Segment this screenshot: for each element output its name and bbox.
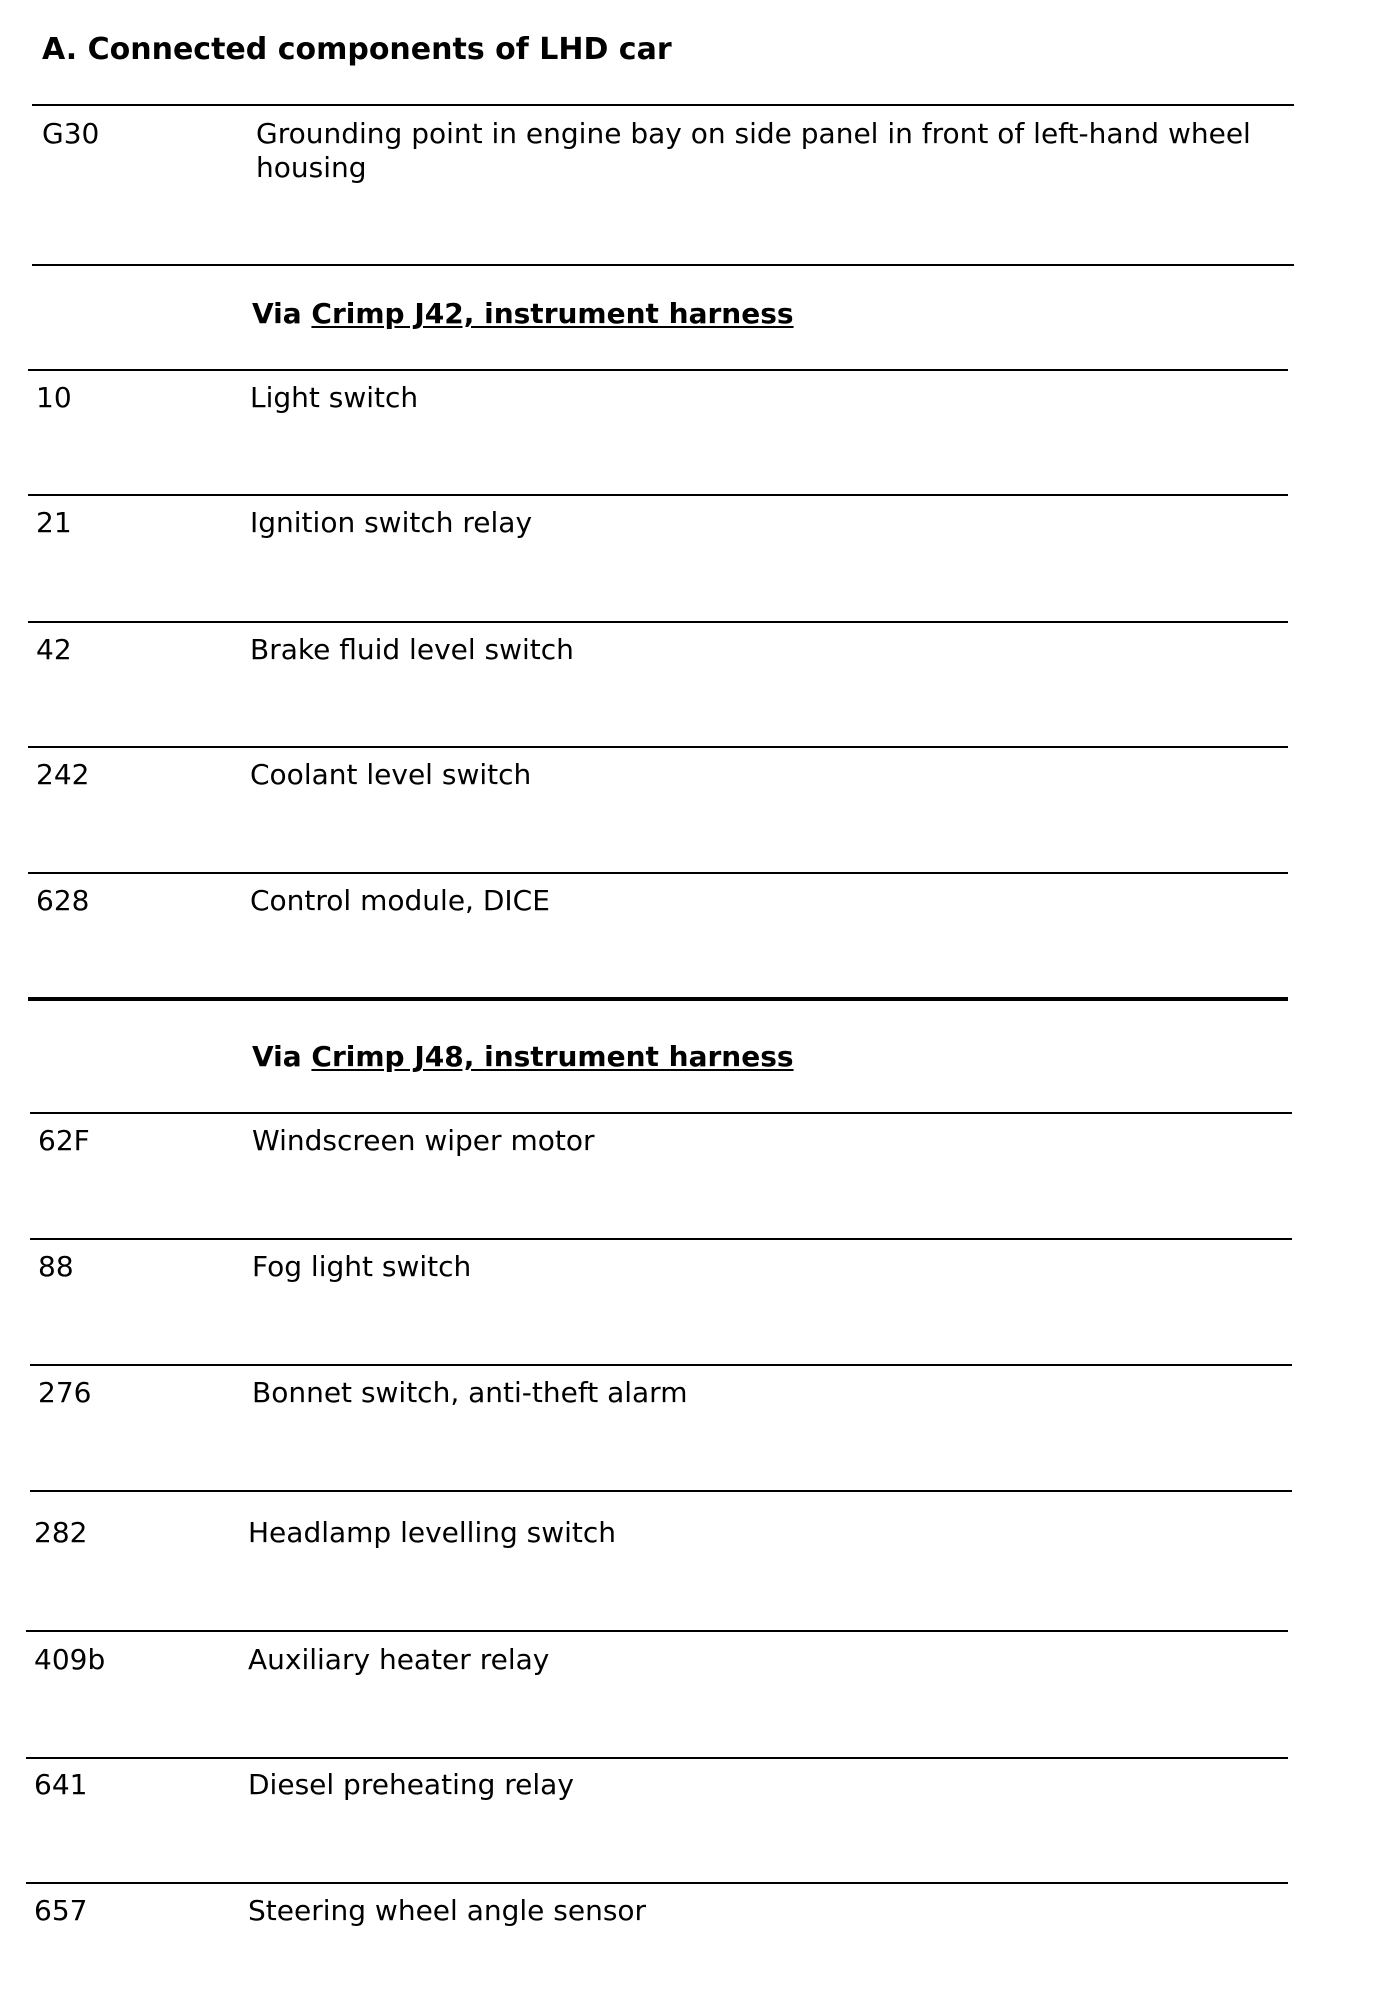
harness-link[interactable]: Crimp J42, instrument harness xyxy=(311,297,794,330)
component-description: Auxiliary heater relay xyxy=(248,1643,550,1676)
table-rule xyxy=(28,746,1288,748)
component-description: Windscreen wiper motor xyxy=(252,1124,595,1157)
component-code: 21 xyxy=(36,506,72,539)
component-code: 88 xyxy=(38,1250,74,1283)
table-rule xyxy=(28,872,1288,874)
table-rule xyxy=(26,1630,1288,1632)
component-description: Headlamp levelling switch xyxy=(248,1516,617,1549)
component-description: Light switch xyxy=(250,381,419,414)
component-description: Ignition switch relay xyxy=(250,506,533,539)
section-heading xyxy=(252,297,794,331)
component-description: Coolant level switch xyxy=(250,758,532,791)
component-description: Diesel preheating relay xyxy=(248,1768,574,1801)
section-prefix: Via xyxy=(252,297,302,330)
component-code: 628 xyxy=(36,884,90,917)
component-code: G30 xyxy=(42,117,100,150)
table-rule xyxy=(30,1238,1292,1240)
component-code: 42 xyxy=(36,633,72,666)
component-description: Grounding point in engine bay on side panel in front of left-hand wheel housing xyxy=(256,117,1251,184)
component-code: 276 xyxy=(38,1376,92,1409)
table-rule xyxy=(32,264,1294,266)
component-code: 409b xyxy=(34,1643,106,1676)
table-rule xyxy=(30,1364,1292,1366)
component-description: Bonnet switch, anti-theft alarm xyxy=(252,1376,688,1409)
component-description: Fog light switch xyxy=(252,1250,472,1283)
component-code: 242 xyxy=(36,758,90,791)
component-description: Control module, DICE xyxy=(250,884,550,917)
table-rule xyxy=(28,369,1288,371)
table-rule xyxy=(26,1882,1288,1884)
section-prefix: Via xyxy=(252,1040,302,1073)
component-code: 282 xyxy=(34,1516,88,1549)
table-rule xyxy=(30,1490,1292,1492)
component-code: 657 xyxy=(34,1894,88,1927)
table-rule xyxy=(28,494,1288,496)
component-code: 62F xyxy=(38,1124,90,1157)
section-heading xyxy=(252,1040,794,1074)
component-description: Steering wheel angle sensor xyxy=(248,1894,647,1927)
component-description: Brake fluid level switch xyxy=(250,633,574,666)
table-rule xyxy=(26,1757,1288,1759)
harness-link[interactable]: Crimp J48, instrument harness xyxy=(311,1040,794,1073)
component-code: 10 xyxy=(36,381,72,414)
component-code: 641 xyxy=(34,1768,88,1801)
page-title: A. Connected components of LHD car xyxy=(42,32,672,67)
table-rule xyxy=(30,1112,1292,1114)
section-divider xyxy=(28,997,1288,1001)
table-rule xyxy=(28,621,1288,623)
table-rule xyxy=(32,104,1294,106)
